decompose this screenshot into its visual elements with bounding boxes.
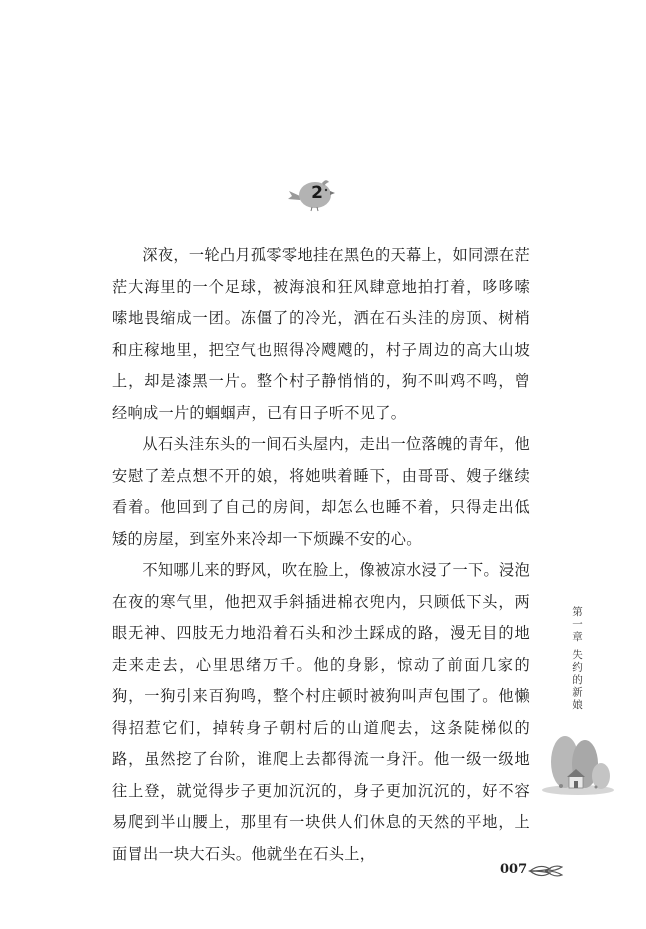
leaf-ornament-icon bbox=[528, 861, 564, 881]
chapter-badge bbox=[288, 178, 336, 212]
chapter-number: 2 bbox=[311, 183, 323, 203]
paragraph-1: 深夜，一轮凸月孤零零地挂在黑色的天幕上，如同漂在茫茫大海里的一个足球，被海浪和狂风肆意地拍打着，哆哆嗦嗦地畏缩成一团。冻僵了的冷光，洒在石头洼的房顶、树梢和庄稼地里，把空气也照得冷飕飕的，村子周边的高大山坡上，却是漆黑一片。整个村子静悄悄的，狗不叫鸡不鸣，曾经响成一片的蝈蝈声，已有日子听不见了。 bbox=[112, 246, 530, 422]
paragraph-2: 从石头洼东头的一间石头屋内，走出一位落魄的青年，他安慰了差点想不开的娘，将她哄着睡下，由哥哥、嫂子继续看着。他回到了自己的房间，却怎么也睡不着，只得走出低矮的房屋，到室外来冷却一下烦躁不安的心。 bbox=[112, 435, 530, 548]
body-text bbox=[112, 240, 530, 870]
page-number: 007 bbox=[500, 862, 528, 877]
village-house-icon bbox=[541, 732, 615, 796]
running-header-chapter-title: 第一章 失约的新娘 bbox=[571, 606, 583, 712]
paragraph-3: 不知哪儿来的野风，吹在脸上，像被凉水浸了一下。浸泡在夜的寒气里，他把双手斜插进棉衣兜内，只顾低下头，两眼无神、四肢无力地沿着石头和沙土踩成的路，漫无目的地走来走去，心里思绪万千。他的身影，惊动了前面几家的狗，一狗引来百狗鸣，整个村庄顿时被狗叫声包围了。他懒得招惹它们，掉转身子朝村后的山道爬去，这条陡梯似的路，虽然挖了台阶，谁爬上去都得流一身汗。他一级一级地往上登，就觉得步子更加沉沉的，身子更加沉沉的，好不容易爬到半山腰上，那里有一块供人们休息的天然的平地，上面冒出一块大石头。他就坐在石头上， bbox=[112, 561, 530, 863]
